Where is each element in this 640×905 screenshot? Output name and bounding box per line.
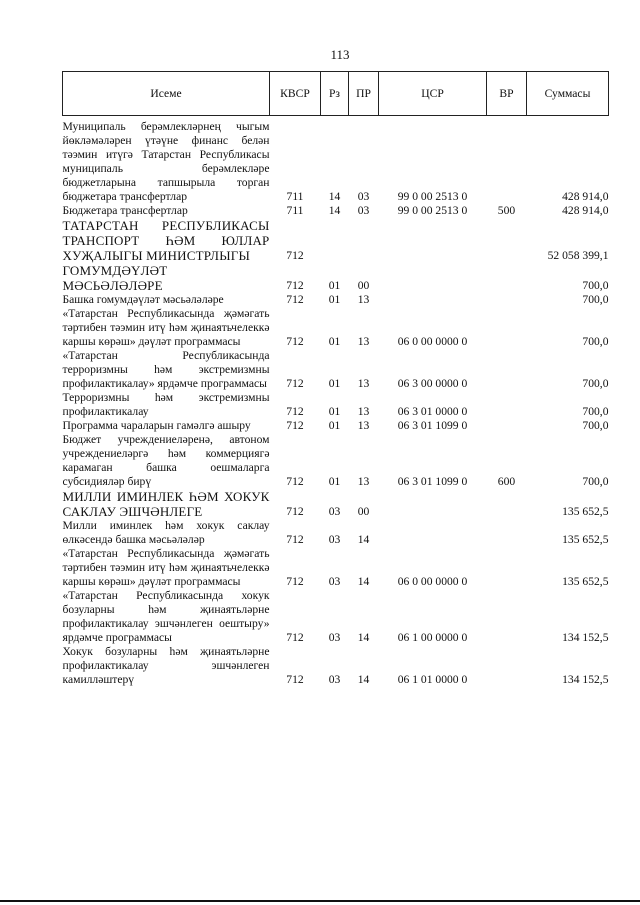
cell-name: Бюджетара трансфертлар [62,204,188,217]
cell-sum: 52 058 399,1 [547,249,609,262]
cell-pr: 14 [357,533,370,546]
budget-table [62,71,609,687]
cell-vr: 500 [497,204,516,217]
cell-kvsr: 712 [286,293,304,306]
cell-sum: 700,0 [582,335,609,348]
cell-name: ГОМУМДӘҮЛӘТ МӘСЬӘЛӘЛӘРЕ [62,263,168,293]
table-row [63,204,609,218]
cell-name: МИЛЛИ ИМИНЛЕК ҺӘМ ХОКУК САКЛАУ ЭШЧӘНЛЕГЕ [62,489,270,519]
cell-sum: 135 652,5 [562,575,609,588]
cell-sum: 134 152,5 [562,673,609,686]
cell-rz: 01 [328,335,341,348]
table-row [63,293,609,307]
cell-kvsr: 712 [286,249,304,262]
table-row [63,116,609,205]
cell-sum: 700,0 [582,475,609,488]
cell-csr: 99 0 00 2513 0 [397,190,468,203]
table-header-row [63,72,609,116]
cell-pr: 03 [357,204,370,217]
cell-rz: 01 [328,419,341,432]
cell-vr [487,307,527,349]
cell-csr [379,519,487,547]
cell-kvsr: 711 [286,204,304,217]
cell-pr: 13 [357,419,370,432]
cell-sum: 700,0 [582,405,609,418]
cell-pr [349,218,379,263]
cell-csr: 06 0 00 0000 0 [397,575,468,588]
table-row [63,489,609,519]
cell-csr: 06 3 01 1099 0 [397,419,468,432]
cell-kvsr: 712 [286,377,304,390]
cell-vr [487,293,527,307]
cell-vr [487,349,527,391]
cell-kvsr: 712 [286,631,304,644]
cell-csr: 06 3 01 1099 0 [397,475,468,488]
cell-sum: 135 652,5 [562,533,609,546]
table-row [63,263,609,293]
cell-name: «Татарстан Республикасында җәмәгать тәртибен тәэмин итү һәм җинаятьчелеккә каршы көрәш» дәүләт программасы [62,547,270,588]
cell-csr: 06 1 00 0000 0 [397,631,468,644]
table-row [63,433,609,489]
header-pr: ПР [349,72,379,116]
cell-csr [379,489,487,519]
cell-pr: 13 [357,377,370,390]
cell-csr [379,263,487,293]
cell-pr: 13 [357,293,370,306]
cell-csr [379,293,487,307]
cell-name: Башка гомумдәүләт мәсьәләләре [62,293,224,306]
table-row [63,419,609,433]
header-sum: Суммасы [527,72,609,116]
cell-vr [487,263,527,293]
cell-kvsr: 712 [286,533,304,546]
table-body [63,116,609,688]
cell-kvsr: 712 [286,335,304,348]
cell-csr: 06 3 00 0000 0 [397,377,468,390]
cell-rz: 03 [328,505,341,518]
cell-pr: 03 [357,190,370,203]
cell-rz: 01 [328,377,341,390]
cell-rz: 01 [328,475,341,488]
cell-name: ТАТАРСТАН РЕСПУБЛИКАСЫ ТРАНСПОРТ ҺӘМ ЮЛЛАР ХУҖАЛЫГЫ МИНИСТРЛЫГЫ [62,218,270,263]
cell-pr: 00 [357,505,370,518]
cell-vr [487,419,527,433]
cell-sum: 134 152,5 [562,631,609,644]
cell-name: Терроризмны һәм экстремизмны профилактикалау [62,391,270,418]
cell-pr: 14 [357,631,370,644]
cell-sum: 428 914,0 [562,190,609,203]
cell-rz: 14 [328,204,341,217]
table-row [63,349,609,391]
cell-sum: 700,0 [582,377,609,390]
cell-name: Бюджет учреждениеләренә, автоном учреждениеләргә һәм коммерциягә карамаган башка оешмаларга субсидияләр бирү [62,433,270,488]
cell-sum: 700,0 [582,279,609,292]
cell-vr [487,589,527,645]
cell-name: «Татарстан Республикасында терроризмны һәм экстремизмны профилактикалау» ярдәмче программасы [62,349,270,390]
cell-pr: 13 [357,335,370,348]
cell-name: Милли иминлек һәм хокук саклау өлкәсендә башка мәсьәләләр [62,519,270,546]
cell-name: Хокук бозуларны һәм җинаятьләрне профилактикалау эшчәнлеген камилләштерү [62,645,270,686]
header-csr: ЦСР [379,72,487,116]
cell-pr: 13 [357,475,370,488]
page-number: 113 [330,47,350,62]
cell-kvsr: 712 [286,505,304,518]
cell-vr [487,645,527,687]
cell-rz: 03 [328,575,341,588]
cell-vr [487,489,527,519]
cell-rz: 14 [328,190,341,203]
cell-csr: 99 0 00 2513 0 [397,204,468,217]
cell-name: Программа чараларын гамәлгә ашыру [62,419,251,432]
cell-sum: 428 914,0 [562,204,609,217]
cell-vr [487,391,527,419]
cell-pr: 14 [357,673,370,686]
table-row [63,519,609,547]
cell-kvsr: 712 [286,575,304,588]
cell-kvsr: 712 [286,419,304,432]
cell-rz: 03 [328,533,341,546]
cell-kvsr: 712 [286,279,304,292]
cell-rz: 01 [328,279,341,292]
cell-csr: 06 3 01 0000 0 [397,405,468,418]
header-rz: Рз [321,72,349,116]
cell-kvsr: 712 [286,405,304,418]
bottom-rule [0,900,640,902]
table-row [63,589,609,645]
cell-vr: 600 [497,475,516,488]
cell-kvsr: 712 [286,475,304,488]
cell-vr [487,218,527,263]
cell-vr [487,547,527,589]
cell-name: Муниципаль берәмлекләрнең чыгым йөкләмәләрен үтәүне финанс белән тәэмин итүгә Татарстан Республикасы муниципаль берәмлекләре бюджетларына тапшырыла торган бюджетара трансфертлар [62,120,270,203]
cell-rz: 03 [328,631,341,644]
table-row [63,218,609,263]
cell-rz: 01 [328,405,341,418]
table-row [63,645,609,687]
header-kvsr: КВСР [270,72,321,116]
cell-rz: 01 [328,293,341,306]
cell-rz: 03 [328,673,341,686]
header-vr: ВР [487,72,527,116]
table-row [63,307,609,349]
cell-pr: 14 [357,575,370,588]
cell-vr [487,519,527,547]
cell-csr [379,218,487,263]
cell-sum: 135 652,5 [562,505,609,518]
cell-csr: 06 0 00 0000 0 [397,335,468,348]
table-row [63,391,609,419]
cell-sum: 700,0 [582,293,609,306]
cell-kvsr: 711 [286,190,304,203]
cell-pr: 00 [357,279,370,292]
cell-kvsr: 712 [286,673,304,686]
cell-sum: 700,0 [582,419,609,432]
cell-csr: 06 1 01 0000 0 [397,673,468,686]
cell-rz [321,218,349,263]
header-name: Исеме [63,72,270,116]
cell-pr: 13 [357,405,370,418]
cell-name: «Татарстан Республикасында җәмәгать тәртибен тәэмин итү һәм җинаятьчелеккә каршы көрәш» дәүләт программасы [62,307,270,348]
cell-name: «Татарстан Республикасында хокук бозуларны һәм җинаятьләрне профилактикалау эшчәнлеген оештыру» ярдәмче программасы [62,589,270,644]
cell-vr [487,116,527,205]
table-row [63,547,609,589]
